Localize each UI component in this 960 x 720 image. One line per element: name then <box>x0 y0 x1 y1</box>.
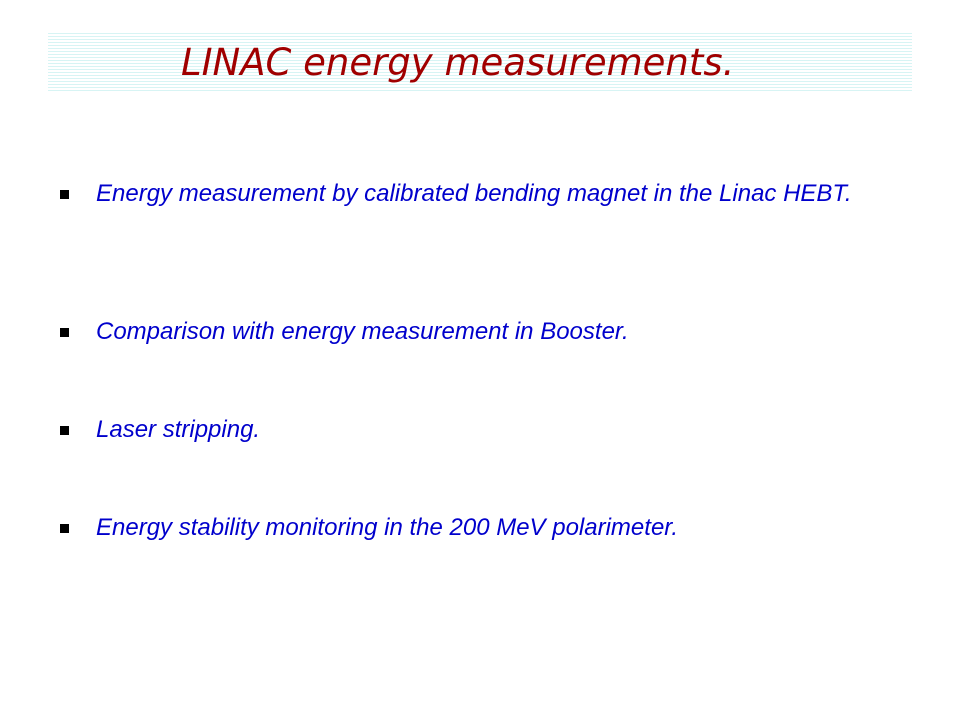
square-bullet-icon <box>60 328 69 337</box>
square-bullet-icon <box>60 190 69 199</box>
square-bullet-icon <box>60 524 69 533</box>
bullet-text: Energy measurement by calibrated bending magnet in the Linac HEBT. <box>96 180 852 207</box>
square-bullet-icon <box>60 426 69 435</box>
bullet-text: Energy stability monitoring in the 200 MeV polarimeter. <box>96 514 679 541</box>
slide-title: LINAC energy measurements. <box>181 41 735 84</box>
bullet-text: Laser stripping. <box>96 416 261 443</box>
bullet-text: Comparison with energy measurement in Booster. <box>96 318 629 345</box>
